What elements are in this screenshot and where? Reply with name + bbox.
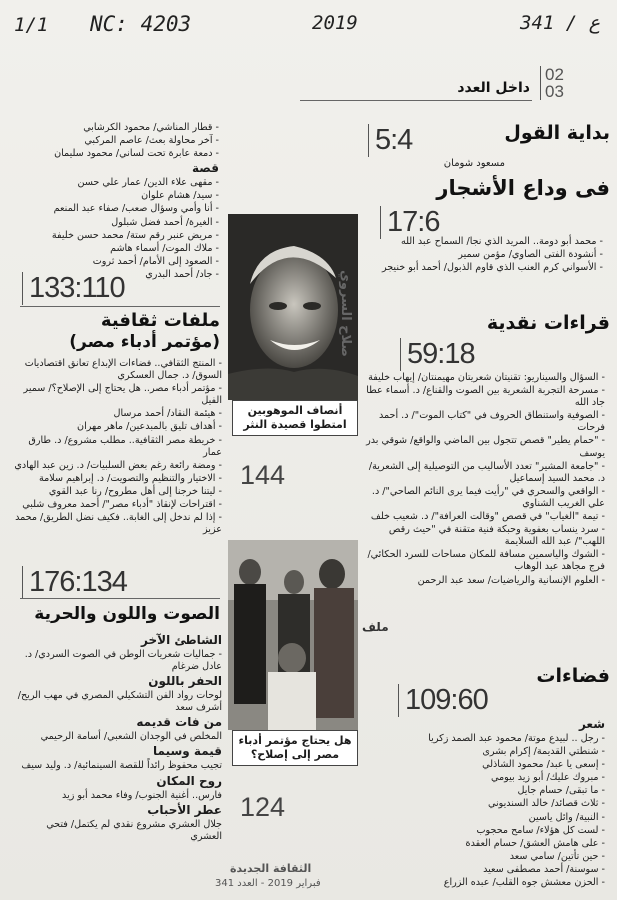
handwritten-code: NC: 4203 (90, 12, 192, 36)
list-item: - جماليات شعريات الوطن في الصوت السردي/ د. عادل ضرغام (24, 649, 222, 673)
list-item: - العلوم الإنسانية والرياضيات/ سعد عبد الرحمن (417, 574, 605, 586)
list-heading: قيمة وسيما (153, 744, 222, 759)
section-range-spaces: 109:60 (398, 684, 488, 717)
list-item: - قطار المناشي/ محمود الكرشابي (83, 122, 219, 133)
handwritten-year: 2019 (312, 12, 358, 34)
header-rule (300, 100, 532, 101)
section-title-farewell: فى وداع الأشجار (436, 176, 610, 200)
list-item: - السؤال والسيناريو: تقنيتان شعريتان مهيمنتان/ إيهاب خليفة (368, 372, 605, 383)
section-title-spaces: فضاءات (536, 665, 610, 687)
handwritten-page-mark: 1/1 (14, 14, 49, 36)
section-range-critical: 59:18 (400, 338, 475, 371)
list-item: - مسرحة التجربة الشعرية بين الصوت والقناع/ د. أسماء عطا جاد الله (366, 385, 605, 409)
list-item: - شنطتي القديمة/ إكرام بشرى (482, 746, 605, 758)
page-number-box: 02 03 (540, 66, 581, 100)
magazine-logo: الثقافة الجديدة (230, 862, 312, 875)
section-range-farewell: 17:6 (380, 206, 439, 239)
list-files (14, 358, 222, 537)
list-voice (14, 632, 222, 844)
list-item: - مقهى علاء الدين/ عمار علي حسن (77, 177, 219, 189)
list-item: - ملاك الموت/ أسماء هاشم (110, 242, 219, 254)
list-item: لوحات رواد الفن التشكيلي المصري في مهب الريح/ أشرف سعد (17, 690, 222, 714)
section-range-voice: 176:134 (22, 566, 127, 599)
list-item: - آخر محاولة بعث/ عاصم المركبي (84, 135, 219, 147)
list-item: - الصعود إلى الأمام/ أحمد ثروت (92, 255, 219, 267)
list-item: - على هامش العشق/ حسام العقدة (465, 837, 605, 849)
list-item: - حين تأتين/ سامي سعد (509, 850, 605, 862)
list-heading: قصة (192, 161, 219, 176)
group-photo (228, 540, 358, 730)
list-item: - مريض عنبر رقم ستة/ محمد حسن خليفة (51, 229, 219, 241)
list-item: - مبروك عليك/ أبو زيد بيومي (491, 772, 605, 784)
list-heading: روح المكان (156, 773, 222, 788)
list-item: - سيد/ هشام علوان (141, 190, 219, 202)
list-critical (365, 372, 605, 588)
list-item: - محمد أبو دومة.. المريد الذي نجا/ السماح عبد الله (400, 236, 603, 247)
page-title: داخل العدد (457, 80, 530, 96)
list-item: فارس.. أغنية الجنوب/ وفاء محمد أبو زيد (62, 789, 222, 801)
section-title-critical: قراءات نقدية (486, 312, 610, 334)
portrait-name-vertical: صلاح السروي (338, 270, 353, 357)
group-caption: هل يحتاج مؤتمر أدباء مصر إلى إصلاح؟ (232, 730, 358, 766)
list-item: - لست كل هؤلاء/ سامح محجوب (476, 824, 605, 836)
voice-rule (20, 598, 220, 599)
list-item: - أنا وأمي وسؤال صعب/ صفاء عبد المنعم (53, 203, 219, 215)
list-item: - الواقعي والسحري في "رأيت فيما يرى النائم الصاحي"/ د. علي الغريب الشناوي (371, 485, 605, 509)
list-item: - "حمام يطير" قصص تتجول بين الماضي والواقع/ شوقي بدر يوسف (366, 435, 605, 459)
list-item: تجيب محفوظ رائداً للقصة السينمائية/ د. وليد سيف (21, 760, 222, 772)
list-heading: شعر (578, 717, 605, 731)
list-farewell (365, 236, 603, 275)
list-spaces (365, 716, 605, 890)
list-item: - إسعى يا عبد/ محمود الشاذلي (482, 759, 605, 771)
list-item: - الحزن معشش جوه القلب/ عبده الزراع (443, 877, 605, 889)
page-ref-124: 124 (240, 792, 286, 822)
list-top-left (14, 122, 219, 282)
list-item: - دمعة عابرة تحت لساني/ محمود سليمان (54, 148, 219, 160)
list-item: - الشوك والياسمين مسافة للمكان مساحات للسرد الحكائي/ فرج مجاهد عبد الوهاب (367, 549, 605, 573)
list-item: - هيئمة النقاد/ أحمد مرسال (113, 408, 222, 420)
section-title-files: ملفات ثقافية (100, 310, 220, 331)
list-item: - تيمة "الغياب" في قصص "وقالت العرافة"/ د. شعيب خلف (370, 511, 605, 523)
section-title-beginning: بداية القول (504, 122, 610, 144)
list-item: - الصوفية واستنطاق الحروف في "كتاب الموت"/ د. أحمد فرحات (378, 410, 605, 434)
list-item: - ومضة رائعة رغم بعض السلبيات/ د. زين عبد الهادي (14, 459, 222, 471)
list-item: - الاختيار والتنظيم والتصويت/ د. إبراهيم سلامة (38, 472, 222, 484)
list-item: جلال العشري مشروع نقدي لم يكتمل/ فتحي العشري (46, 818, 222, 842)
list-item: - أهداف تليق بالمبدعين/ ماهر مهران (77, 421, 222, 433)
section-range-files: 133:110 (22, 272, 125, 305)
list-item: - اقتراحات لإنقاذ "أدباء مصر"/ أحمد معروف شلبي (22, 499, 222, 511)
list-heading: عطر الأحباب (147, 802, 222, 817)
list-item: - ليتنا خرجنا إلى أهل مطروح/ رنا عبد القوي (48, 485, 222, 497)
list-item: - مؤتمر أدباء مصر.. هل يحتاج إلى الإصلاح؟/ سمير الفيل (23, 383, 222, 407)
files-rule (20, 306, 220, 307)
list-item: - خريطة مصر الثقافية.. مطلب مشروع/ د. طارق عمار (28, 434, 222, 458)
list-item: - المنتج الثقافي.. فضاءات الإبداع تعانق اقتصاديات السوق/ د. جمال العسكري (24, 358, 222, 382)
list-item: - جاد/ أحمد البدري (145, 268, 219, 280)
list-item: - الأسواني كرم العنب الذي قاوم الذبول/ أحمد أبو خنيجر (381, 262, 603, 274)
page-ref-144: 144 (240, 460, 286, 490)
list-item: - النبية/ وائل ياسين (528, 811, 605, 823)
list-heading: الحفر باللون (148, 674, 222, 689)
list-item: - رجل .. لبيدع موتة/ محمود عبد الصمد زكريا (428, 733, 605, 744)
list-item: - الغيرة/ أحمد فضل شبلول (111, 216, 219, 228)
section-title-voice: الصوت واللون والحرية (34, 604, 220, 624)
portrait-caption: أنصاف الموهوبين امتطوا قصيدة النثر (232, 400, 358, 436)
list-item: - ثلاث قصائد/ خالد السنديوني (487, 798, 605, 810)
list-item: - سرد ينساب بعفوية وحبكة فنية متقنة في "حيث رقص اللهب"/ عبد الله السلايمة (388, 524, 605, 548)
section-range-beginning: 5:4 (368, 124, 412, 157)
handwritten-issue: 341 / ع (520, 12, 601, 34)
list-item: - أنشودة الفتى الصاوي/ مؤمن سمير (458, 249, 603, 261)
list-item: - "جامعة المشير" تعدد الأساليب من التوصيلية إلى الشعرية/ د. محمد السيد إسماعيل (368, 460, 605, 484)
list-heading: الشاطئ الآخر (141, 633, 222, 647)
list-item: المخلص في الوجدان الشعبي/ أسامة الرحيمي (40, 731, 222, 743)
list-item: - سوسنة/ أحمد مصطفى سعيد (483, 863, 605, 875)
author-beginning: مسعود شومان (443, 158, 505, 169)
issue-info: فبراير 2019 - العدد 341 (215, 878, 321, 889)
section-subtitle-files: (مؤتمر أدباء مصر) (69, 332, 220, 352)
list-item: - إذا لم ندخل إلى الغابة.. فكيف نضل الطريق/ محمد عزيز (15, 512, 222, 536)
list-heading: من فات قديمه (136, 715, 222, 730)
file-tag: ملف (362, 620, 389, 634)
list-item: - ما تبقى/ حسام جايل (517, 785, 605, 797)
